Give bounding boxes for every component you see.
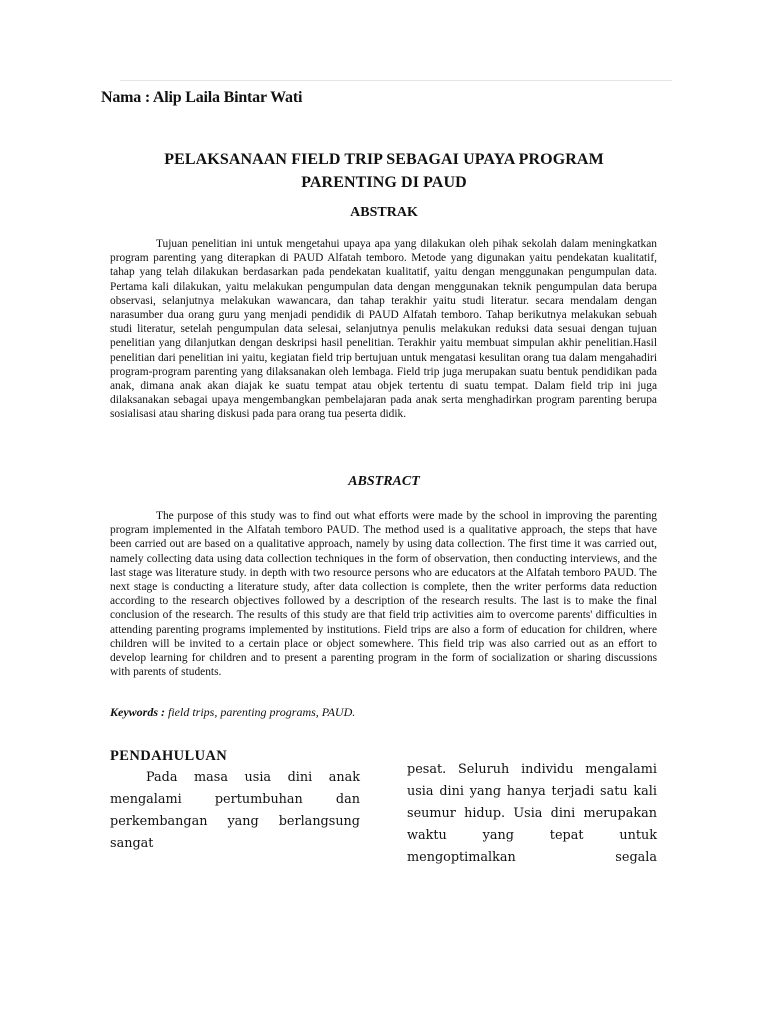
keywords-line [110,705,355,720]
body-text-left-column: Pada masa usia dini anak mengalami pertumbuhan dan perkembangan yang berlangsung sangat [110,770,360,851]
paper-title-line-2: PARENTING DI PAUD [301,174,467,191]
paper-title [100,148,668,194]
abstrak-paragraph: Tujuan penelitian ini untuk mengetahui upaya apa yang dilakukan oleh pihak sekolah dalam meningkatkan program parenting yang diterapkan di PAUD Alfatah temboro. Metode yang digunakan yaitu pendekatan kualitatif, tahap yang telah dilakukan berdasarkan pada pendekatan kualitatif, yaitu dengan menggunakan pengumpulan data. Pertama kali dilakukan, yaitu melakukan pengumpulan data dengan menggunakan teknik pengumpulan data berupa observasi, selanjutnya melakukan wawancara, dan tahap terakhir yaitu studi literatur. secara mendalam dengan narasumber dua orang guru yang menjadi pendidik di PAUD Alfatah temboro. Tahap berikutnya melakukan sebuah studi literatur, setelah pengumpulan data selesai, selanjutnya penulis melakukan reduksi data sesuai dengan tujuan penelitian yang dilanjutkan dengan deskripsi hasil penelitian. Terakhir yaitu membuat simpulan akhir penelitian.Hasil penelitian dari penelitian ini yaitu, kegiatan field trip bertujuan untuk mengatasi kesulitan orang tua dalam mengahadiri program-program parenting yang dilaksanakan oleh lembaga. Field trip juga merupakan suatu bentuk pendidikan pada anak, dimana anak akan diajak ke suatu tempat atau objek tertentu di suatu tempat. Dalam field trip ini juga dilaksanakan sebagai upaya mengembangkan pembelajaran pada anak serta menghadirkan program parenting berupa sosialisasi atau sharing diskusi pada para orang tua peserta didik. [110,238,657,421]
abstract-paragraph: The purpose of this study was to find out what efforts were made by the school in improving the parenting program implemented in the Alfatah temboro PAUD. The method used is a qualitative approach, the steps that have been carried out are based on a qualitative approach, namely by using data collection. The first time it was carried out, namely collecting data using data collection techniques in the form of observation, then conducting interviews, and the last stage was literature study. in depth with two resource persons who are educators at the Alfatah temboro PAUD. The next stage is conducting a literature study, after data collection is complete, then the writer performs data reduction according to the research objectives followed by a description of the research results. The last is to make the final conclusion of the research. The results of this study are that field trip activities aim to overcome parents' difficulties in attending parenting programs implemented by institutions. Field trips are also a form of education for children, where children will be invited to a certain place or object somewhere. This field trip was also carried out as an effort to develop learning for children and to present a parenting program in the form of socialization or sharing discussions with parents of students. [110,510,657,679]
abstract-heading: ABSTRACT [348,474,420,489]
keywords-text: field trips, parenting programs, PAUD. [168,705,356,719]
section-heading-pendahuluan: PENDAHULUAN [110,748,228,764]
abstrak-heading: ABSTRAK [350,205,418,220]
header-divider [120,80,672,81]
keywords-label: Keywords : [110,705,165,719]
author-name: Nama : Alip Laila Bintar Wati [101,89,303,106]
paper-title-line-1: PELAKSANAAN FIELD TRIP SEBAGAI UPAYA PROGRAM [164,151,604,168]
body-text-right-column: pesat. Seluruh individu mengalami usia dini yang hanya terjadi satu kali seumur hidup. Usia dini merupakan waktu yang tepat untuk mengoptimalkan segala [407,762,657,865]
